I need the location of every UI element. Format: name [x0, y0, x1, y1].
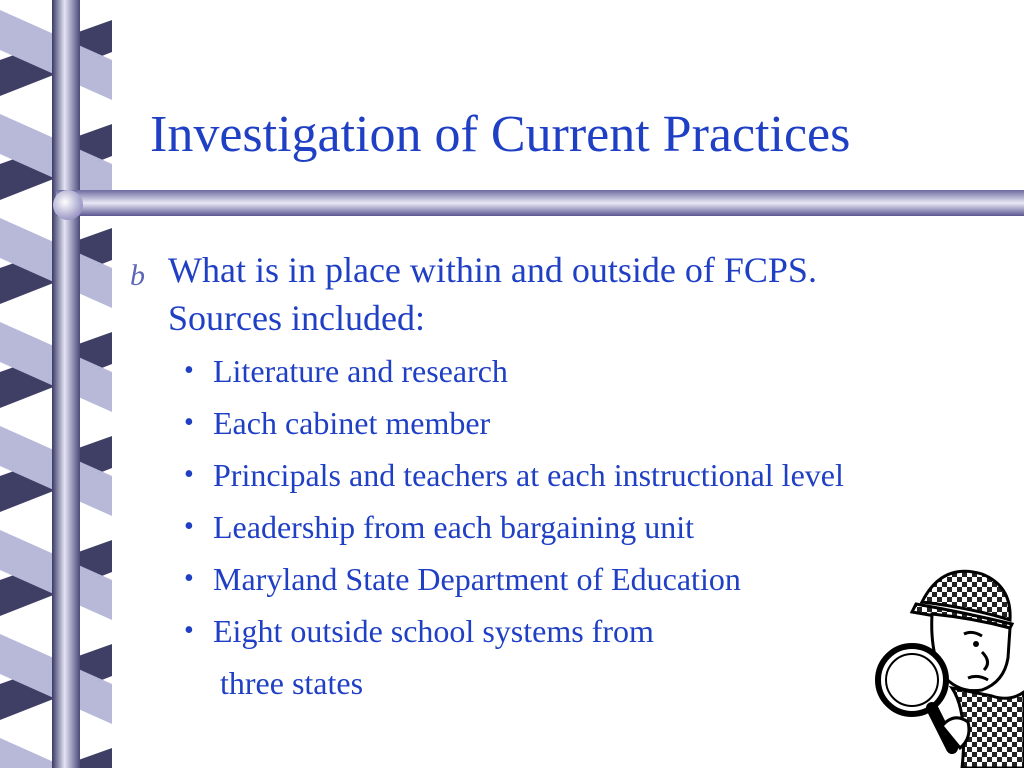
main-bullet-text: What is in place within and outside of FCPS. Sources included:	[168, 250, 817, 338]
bullet-dot-icon: •	[184, 563, 194, 594]
list-item: • Leadership from each bargaining unit	[180, 506, 940, 548]
list-item: • Maryland State Department of Education	[180, 558, 940, 600]
list-item-continuation: three states	[220, 665, 364, 701]
list-item: • Each cabinet member	[180, 402, 940, 444]
main-bullet	[130, 246, 890, 342]
list-item: • Literature and research	[180, 350, 940, 392]
bullet-dot-icon: •	[184, 615, 194, 646]
vertical-pole	[52, 0, 80, 768]
detective-clipart-icon	[872, 562, 1024, 768]
slide-title: Investigation of Current Practices	[150, 106, 851, 163]
bullet-glyph-icon: b	[130, 259, 145, 292]
sources-list	[180, 350, 940, 714]
list-item: • Eight outside school systems from	[180, 610, 940, 652]
title-rule	[56, 190, 1024, 216]
bullet-dot-icon: •	[184, 459, 194, 490]
bullet-dot-icon: •	[184, 511, 194, 542]
bullet-dot-icon: •	[184, 355, 194, 386]
rule-knob	[53, 190, 83, 220]
list-item: • Principals and teachers at each instructional level	[180, 454, 940, 496]
bullet-dot-icon: •	[184, 407, 194, 438]
